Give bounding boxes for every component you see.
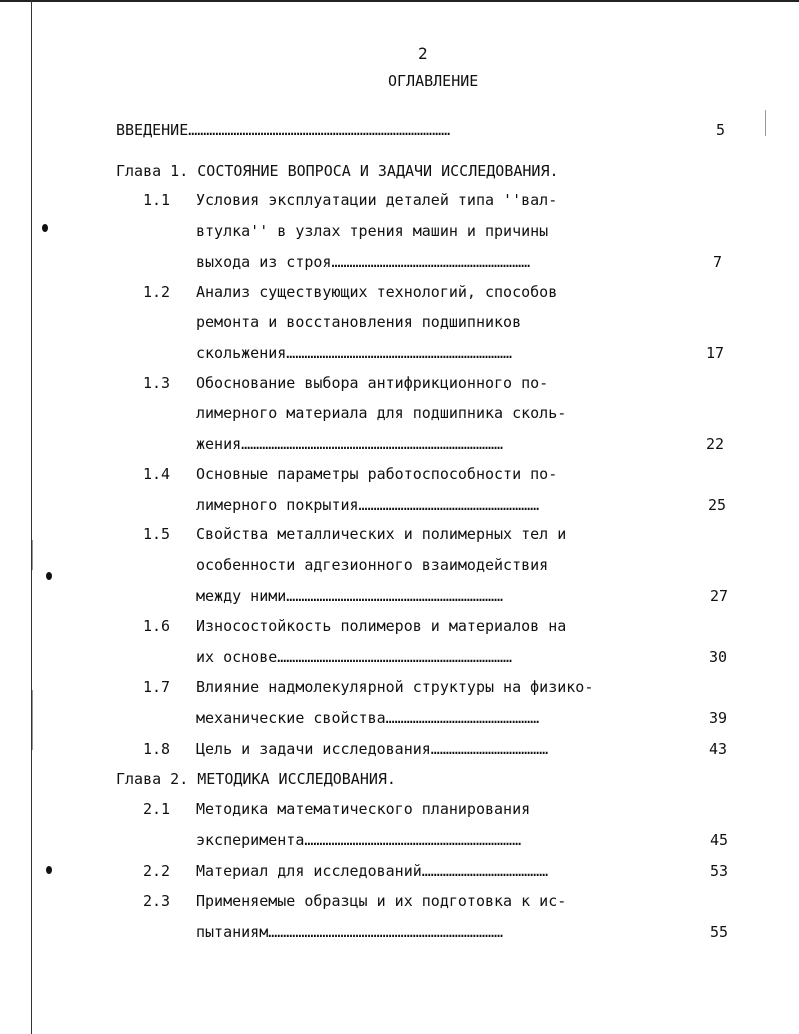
section-number: 2.2 <box>143 862 171 880</box>
page-number: 2 <box>418 44 428 63</box>
section-title-line: Износостойкость полимеров и материалов на <box>196 617 567 635</box>
toc-entry-page: 43 <box>708 740 727 758</box>
section-number: 2.1 <box>143 800 171 818</box>
section-title-line: Цель и задачи исследования………………………………… <box>196 740 549 758</box>
scan-tick <box>765 110 766 136</box>
section-title-line: лимерного покрытия…………………………………………………… <box>196 496 540 514</box>
toc-entry-page: 25 <box>707 496 726 514</box>
toc-entry-page: 55 <box>709 923 728 941</box>
scan-tick <box>32 540 33 570</box>
section-number: 1.6 <box>143 617 171 635</box>
scan-tick <box>32 690 33 750</box>
toc-entry-label: ВВЕДЕНИЕ…………………………………………………………………………… <box>116 121 451 139</box>
section-title-line: втулка'' в узлах трения машин и причины <box>196 222 549 240</box>
toc-entry-page: 39 <box>708 709 727 727</box>
toc-entry-page: 17 <box>705 344 724 362</box>
toc-entry-page: 5 <box>715 121 725 139</box>
section-title-line: Материал для исследований…………………………………… <box>196 862 549 880</box>
section-title-line: Влияние надмолекулярной структуры на физико- <box>196 678 594 696</box>
section-number: 1.8 <box>143 740 171 758</box>
scan-mark <box>46 866 52 874</box>
section-title-line: скольжения………………………………………………………………… <box>196 344 513 362</box>
section-title-line: ремонта и восстановления подшипников <box>196 313 522 331</box>
section-title-line: эксперимента……………………………………………………………… <box>196 831 522 849</box>
toc-entry-page: 53 <box>709 862 728 880</box>
section-title-line: особенности адгезионного взаимодействия <box>196 556 549 574</box>
section-title-line: пытаниям…………………………………………………………………… <box>196 923 504 941</box>
toc-entry-page: 45 <box>709 831 728 849</box>
toc-entry-page: 22 <box>705 435 724 453</box>
toc-entry-page: 27 <box>709 587 728 605</box>
section-title-line: выхода из строя………………………………………………………… <box>196 253 531 271</box>
section-title-line: Свойства металлических и полимерных тел и <box>196 525 567 543</box>
scan-mark <box>46 572 52 580</box>
section-number: 1.1 <box>143 191 171 209</box>
chapter-1-heading: Глава 1. СОСТОЯНИЕ ВОПРОСА И ЗАДАЧИ ИССЛЕДОВАНИЯ. <box>116 162 559 180</box>
section-title-line: лимерного материала для подшипника сколь- <box>196 404 567 422</box>
section-title-line: их основе…………………………………………………………………… <box>196 648 513 666</box>
section-title-line: Основные параметры работоспособности по- <box>196 465 558 483</box>
section-title-line: механические свойства…………………………………………… <box>196 709 540 727</box>
section-number: 2.3 <box>143 892 171 910</box>
page-top-border <box>0 0 799 2</box>
toc-entry-page: 7 <box>712 253 722 271</box>
section-title-line: между ними……………………………………………………………… <box>196 587 504 605</box>
section-number: 1.2 <box>143 283 171 301</box>
chapter-2-heading: Глава 2. МЕТОДИКА ИССЛЕДОВАНИЯ. <box>116 770 396 788</box>
section-title-line: Обоснование выбора антифрикционного по- <box>196 374 549 392</box>
page-left-border <box>31 0 32 1034</box>
toc-title: ОГЛАВЛЕНИЕ <box>388 72 479 90</box>
section-number: 1.4 <box>143 465 171 483</box>
scan-mark <box>42 224 48 232</box>
section-number: 1.5 <box>143 525 171 543</box>
section-number: 1.3 <box>143 374 171 392</box>
section-title-line: Методика математического планирования <box>196 800 531 818</box>
section-title-line: Анализ существующих технологий, способов <box>196 283 558 301</box>
toc-entry-page: 30 <box>708 648 727 666</box>
section-title-line: жения…………………………………………………………………………… <box>196 435 504 453</box>
section-number: 1.7 <box>143 678 171 696</box>
section-title-line: Условия эксплуатации деталей типа ''вал- <box>196 191 558 209</box>
section-title-line: Применяемые образцы и их подготовка к ис- <box>196 892 567 910</box>
